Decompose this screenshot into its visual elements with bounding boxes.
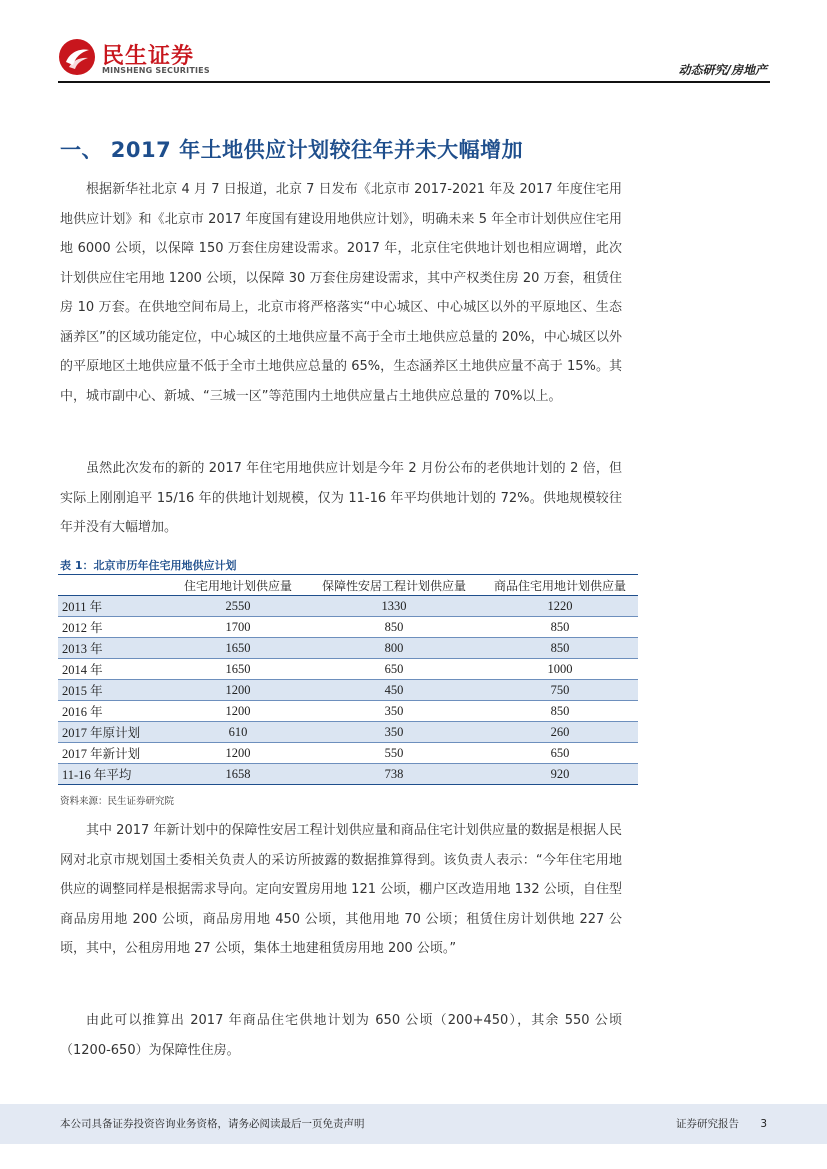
table-cell: 2550 [225,598,251,613]
logo-chinese-text: 民生证券 [102,44,195,69]
table-row [58,764,638,785]
table-cell: 11-16 年平均 [62,768,132,782]
footer-disclaimer: 本公司具备证券投资咨询业务资格，请务必阅读最后一页免责声明 [60,1118,365,1130]
table-row [58,722,638,743]
table-cell: 850 [384,619,404,634]
logo-english-text: MINSHENG SECURITIES [102,66,210,75]
table-cell: 1650 [225,661,251,676]
table-row [58,701,638,722]
table-row [58,638,638,659]
table-cell: 1200 [225,745,251,760]
table-cell: 850 [550,703,570,718]
table-cell: 1330 [381,598,407,613]
paragraph-3: 其中 2017 年新计划中的保障性安居工程计划供应量和商品住宅计划供应量的数据是根据人民网对北京市规划国土委相关负责人的采访所披露的数据推算得到。该负责人表示：“今年住宅用地供应的调整同样是根据需求导向。定向安置房用地 121 公顷，棚户区改造用地 132 公顷，自住型商品房用地 200 公顷，商品房用地 450 公顷，其他用地 70 公顷；租赁住房计划供地 227 公顷，其中，公租房用地 27 公顷，集体土地建租赁房用地 200 公顷。” [60,823,622,956]
table-cell: 2016 年 [62,705,103,719]
footer-right [676,1116,767,1131]
table-cell: 350 [384,724,404,739]
table-cell: 1200 [225,682,251,697]
table-cell: 2015 年 [62,684,103,698]
table-header-row [58,575,638,596]
table-cell: 550 [384,745,404,760]
table-cell: 1220 [547,598,573,613]
table-row [58,617,638,638]
table-row [58,680,638,701]
paragraph-4: 由此可以推算出 2017 年商品住宅供地计划为 650 公顷（200+450），其余 550 公顷（1200-650）为保障性住房。 [60,1013,622,1058]
table-cell: 2014 年 [62,663,103,677]
land-supply-table [58,574,638,785]
table-header-cell: 保障性安居工程计划供应量 [321,578,466,593]
table-source-note: 资料来源：民生证券研究院 [60,796,175,807]
minsheng-logo-icon [58,38,96,76]
table-cell: 1000 [547,661,573,676]
table-cell: 750 [550,682,570,697]
page-number: 3 [760,1118,767,1130]
table-cell: 2017 年原计划 [62,726,141,740]
table-cell: 1700 [225,619,251,634]
paragraph-1: 根据新华社北京 4 月 7 日报道，北京 7 日发布《北京市 2017-2021 年及 2017 年度住宅用地供应计划》和《北京市 2017 年度国有建设用地供应计划》，明确未来 5 年全市计划供应住宅用地 6000 公顷，以保障 150 万套住房建设需求。2017 年，北京住宅供地计划也相应调增，此次计划供应住宅用地 1200 公顷，以保障 30 万套住房建设需求，其中产权类住房 20 万套，租赁住房 10 万套。在供地空间布局上，北京市将严格落实“中心城区、中心城区以外的平原地区、生态涵养区”的区域功能定位，中心城区的土地供应量不高于全市土地供应总量的 20%，中心城区以外的平原地区土地供应量不低于全市土地供应总量的 65%，生态涵养区土地供应量不高于 15%。其中，城市副中心、新城、“三城一区”等范围内土地供应量占土地供应总量的 70%以上。 [60,182,622,404]
page-footer [0,1104,827,1144]
table-cell: 1650 [225,640,251,655]
table-cell: 2011 年 [62,600,103,614]
table-header-cell [58,575,170,596]
table-cell: 738 [384,766,404,781]
header-divider [58,81,770,83]
table-cell: 850 [550,640,570,655]
table-cell: 1200 [225,703,251,718]
table-cell: 800 [384,640,404,655]
table-cell: 350 [384,703,404,718]
paragraph-2: 虽然此次发布的新的 2017 年住宅用地供应计划是今年 2 月份公布的老供地计划的 2 倍，但实际上刚刚追平 15/16 年的供地计划规模，仅为 11-16 年平均供地计划的 72%。供地规模较往年并没有大幅增加。 [60,461,622,535]
table-cell: 850 [550,619,570,634]
table-cell: 650 [384,661,404,676]
table-cell: 920 [550,766,570,781]
table-cell: 2012 年 [62,621,103,635]
table-header-cell: 商品住宅用地计划供应量 [493,578,626,593]
table-cell: 260 [550,724,570,739]
table-row [58,659,638,680]
report-category: 动态研究/房地产 [678,63,767,77]
table-cell: 1658 [225,766,251,781]
table-cell: 450 [384,682,404,697]
table-cell: 610 [228,724,248,739]
page-header [0,0,827,90]
footer-report-type: 证券研究报告 [675,1118,739,1130]
section-title: 一、 2017 年土地供应计划较往年并未大幅增加 [60,138,524,162]
company-logo [58,38,228,78]
table-cell: 2017 年新计划 [62,747,141,761]
table-cell: 650 [550,745,570,760]
table-row [58,743,638,764]
table-header-cell: 住宅用地计划供应量 [183,578,292,593]
table-cell: 2013 年 [62,642,103,656]
table-row [58,596,638,617]
table-title: 表 1：北京市历年住宅用地供应计划 [60,559,237,572]
